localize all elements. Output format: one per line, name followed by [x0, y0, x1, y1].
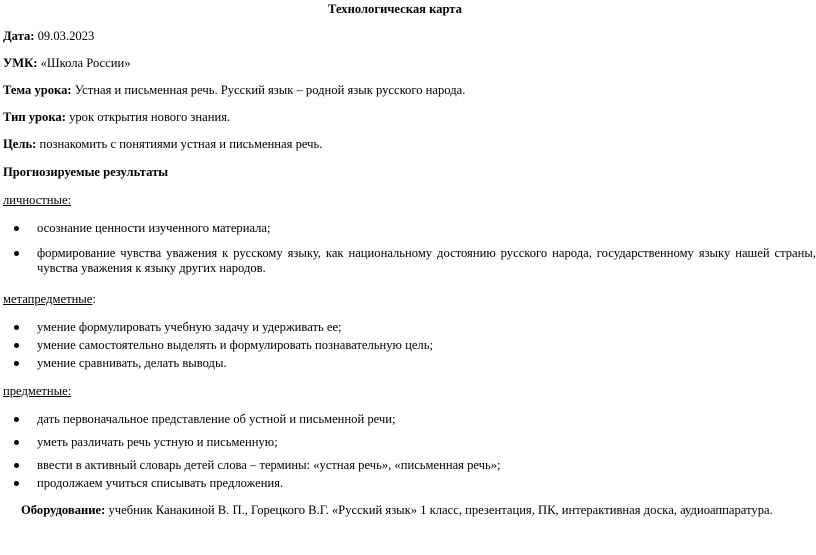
list-item: дать первоначальное представление об устной и письменной речи; — [37, 412, 396, 426]
goal-label: Цель: — [3, 137, 37, 151]
personal-heading: личностные: — [3, 193, 72, 207]
date-label: Дата: — [3, 29, 35, 43]
umk-label: УМК: — [3, 56, 38, 70]
results-heading: Прогнозируемые результаты — [3, 165, 169, 179]
list-item: ввести в активный словарь детей слова – термины: «устная речь», «письменная речь»; — [37, 458, 501, 472]
lesson-type-line — [3, 110, 230, 125]
date-line — [3, 29, 94, 44]
list-item: уметь различать речь устную и письменную; — [37, 435, 278, 449]
list-item: продолжаем учиться списывать предложения. — [37, 476, 284, 490]
meta-heading: метапредметные: — [3, 292, 96, 306]
date-value: 09.03.2023 — [37, 29, 95, 43]
subject-heading: предметные: — [3, 384, 72, 398]
topic-line — [3, 83, 465, 98]
umk-value: «Школа России» — [40, 56, 131, 70]
equipment-label: Оборудование: — [21, 503, 106, 517]
document-title: Технологическая карта — [328, 2, 462, 16]
list-item: умение формулировать учебную задачу и удерживать ее; — [37, 320, 342, 334]
list-item: формирование чувства уважения к русскому языку, как национальному достоянию русского народа, государственному языку нашей страны, чувства уважения к языку других народов. — [37, 246, 816, 275]
equipment-value: учебник Канакиной В. П., Горецкого В.Г. «Русский язык» 1 класс, презентация, ПК, интерактивная доска, аудиоаппаратура. — [108, 503, 773, 517]
lesson-type-value: урок открытия нового знания. — [69, 110, 231, 124]
topic-label: Тема урока: — [3, 83, 72, 97]
topic-value: Устная и письменная речь. Русский язык – родной язык русского народа. — [74, 83, 466, 97]
goal-value: познакомить с понятиями устная и письменная речь. — [39, 137, 323, 151]
list-item: умение сравнивать, делать выводы. — [37, 356, 227, 370]
list-item: осознание ценности изученного материала; — [37, 221, 271, 235]
equipment-line — [21, 503, 773, 518]
umk-line — [3, 56, 131, 71]
goal-line — [3, 137, 322, 152]
lesson-type-label: Тип урока: — [3, 110, 66, 124]
list-item: умение самостоятельно выделять и формулировать познавательную цель; — [37, 338, 433, 352]
